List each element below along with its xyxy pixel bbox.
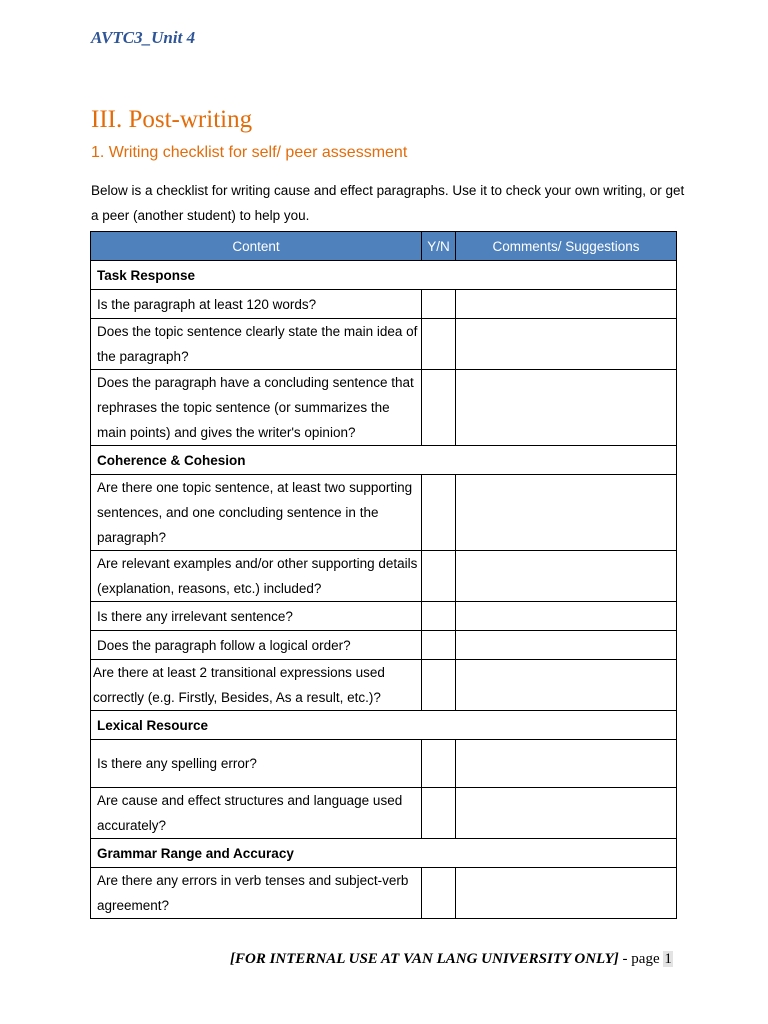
yn-cell[interactable] [422,551,456,602]
table-row [91,290,677,319]
checklist-question: Are cause and effect structures and language used accurately? [91,788,422,839]
writing-checklist-table [90,231,677,919]
table-row [91,868,677,919]
comment-cell[interactable] [456,868,677,919]
comment-cell[interactable] [456,370,677,446]
yn-cell[interactable] [422,631,456,660]
category-grammar-range-accuracy: Grammar Range and Accuracy [91,839,677,868]
page-label: - page [618,951,664,967]
category-task-response: Task Response [91,261,677,290]
section-title: III. Post-writing [91,106,253,133]
category-lexical-resource: Lexical Resource [91,711,677,740]
checklist-question: Are there any errors in verb tenses and subject-verb agreement? [91,868,422,919]
checklist-question: Is there any spelling error? [91,740,422,788]
table-row [91,551,677,602]
internal-use-note: [FOR INTERNAL USE AT VAN LANG UNIVERSITY ONLY] [230,951,619,967]
table-row [91,319,677,370]
table-row [91,788,677,839]
category-row [91,839,677,868]
page-number: 1 [664,951,672,967]
table-row [91,602,677,631]
page-footer [230,951,673,968]
yn-cell[interactable] [422,319,456,370]
document-header: AVTC3_Unit 4 [91,28,196,47]
header-content: Content [91,232,422,261]
category-row [91,261,677,290]
comment-cell[interactable] [456,740,677,788]
yn-cell[interactable] [422,602,456,631]
comment-cell[interactable] [456,290,677,319]
checklist-question: Does the topic sentence clearly state the main idea of the paragraph? [91,319,422,370]
checklist-question: Does the paragraph follow a logical order? [91,631,422,660]
checklist-question: Are relevant examples and/or other supporting details (explanation, reasons, etc.) included? [91,551,422,602]
yn-cell[interactable] [422,740,456,788]
comment-cell[interactable] [456,475,677,551]
category-coherence-cohesion: Coherence & Cohesion [91,446,677,475]
checklist-question: Is the paragraph at least 120 words? [91,290,422,319]
category-row [91,446,677,475]
yn-cell[interactable] [422,660,456,711]
checklist-question: Is there any irrelevant sentence? [91,602,422,631]
comment-cell[interactable] [456,319,677,370]
table-row [91,660,677,711]
category-row [91,711,677,740]
section-subtitle: 1. Writing checklist for self/ peer assessment [91,144,408,161]
table-row [91,740,677,788]
comment-cell[interactable] [456,660,677,711]
table-row [91,475,677,551]
comment-cell[interactable] [456,551,677,602]
yn-cell[interactable] [422,788,456,839]
checklist-question: Are there one topic sentence, at least two supporting sentences, and one concluding sentence in the paragraph? [91,475,422,551]
comment-cell[interactable] [456,602,677,631]
checklist-question: Does the paragraph have a concluding sentence that rephrases the topic sentence (or summarizes the main points) and gives the writer's opinion? [91,370,422,446]
yn-cell[interactable] [422,868,456,919]
checklist-question: Are there at least 2 transitional expressions used correctly (e.g. Firstly, Besides, As a result, etc.)? [91,660,422,711]
header-yn: Y/N [422,232,456,261]
header-comments: Comments/ Suggestions [456,232,677,261]
intro-paragraph: Below is a checklist for writing cause and effect paragraphs. Use it to check your own writing, or get a peer (another student) to help you. [91,183,685,223]
yn-cell[interactable] [422,370,456,446]
table-row [91,631,677,660]
comment-cell[interactable] [456,788,677,839]
table-header-row [91,232,677,261]
yn-cell[interactable] [422,475,456,551]
comment-cell[interactable] [456,631,677,660]
table-row [91,370,677,446]
yn-cell[interactable] [422,290,456,319]
